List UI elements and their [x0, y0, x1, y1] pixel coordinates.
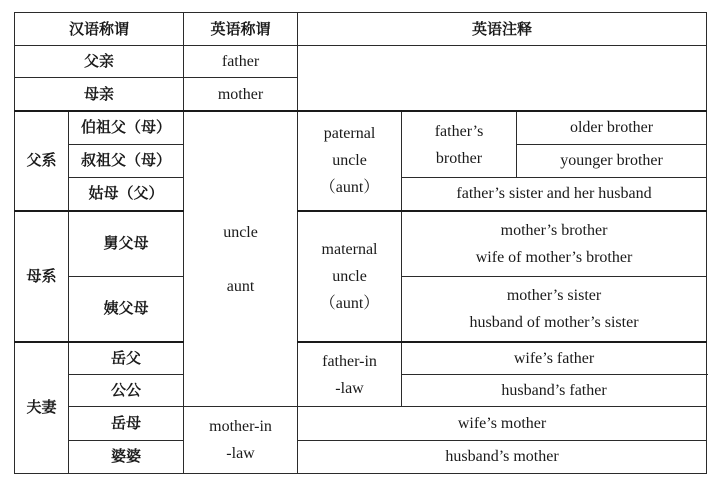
paternal-line-1: paternal	[323, 125, 376, 143]
spouse-item-2: 公公	[69, 375, 184, 407]
mothers-sister-note	[402, 276, 707, 341]
header-row	[15, 13, 707, 46]
group-maternal: 母系	[15, 211, 69, 342]
kinship-terms-table	[14, 12, 707, 474]
fathers-brother	[402, 111, 517, 177]
spouse-note-1: wife’s father	[402, 342, 707, 375]
maternal-item-2: 姨父母	[69, 276, 184, 341]
spouse-note-4: husband’s mother	[298, 440, 707, 473]
table-row	[15, 342, 707, 375]
mothers-sister-line-1: mother’s sister	[506, 286, 602, 304]
mothers-brother-note	[402, 211, 707, 276]
term-mother-en: mother	[184, 78, 298, 111]
paternal-item-1: 伯祖父（母）	[69, 111, 184, 144]
younger-brother: younger brother	[517, 144, 707, 177]
paternal-item-3: 姑母（父）	[69, 178, 184, 211]
father-in-law-term	[298, 342, 402, 407]
table-row	[15, 46, 707, 78]
spouse-item-4: 婆婆	[69, 440, 184, 473]
mothers-brother-line-1: mother’s brother	[500, 221, 608, 239]
mothers-brother-line-2: wife of mother’s brother	[475, 248, 633, 266]
spouse-note-2: husband’s father	[402, 375, 707, 407]
spouse-item-3: 岳母	[69, 407, 184, 440]
fathers-sister-note: father’s sister and her husband	[402, 178, 707, 211]
paternal-line-2: uncle	[332, 152, 367, 170]
header-english-term: 英语称谓	[184, 13, 298, 46]
maternal-line-2: uncle	[332, 267, 367, 285]
uncle-term: uncle	[223, 223, 258, 241]
table-row	[15, 407, 707, 440]
mothers-sister-line-2: husband of mother’s sister	[469, 313, 639, 331]
maternal-line-3: （aunt）	[319, 294, 380, 312]
term-father-en: father	[184, 46, 298, 78]
group-spouse: 夫妻	[15, 342, 69, 474]
paternal-uncle-aunt	[298, 111, 402, 211]
maternal-uncle-aunt	[298, 211, 402, 342]
father-in-law-line-2: -law	[335, 379, 364, 397]
header-chinese-term: 汉语称谓	[15, 13, 184, 46]
father-in-law-line-1: father-in	[322, 352, 377, 370]
fathers-brother-line-1: father’s	[434, 122, 484, 140]
spouse-item-1: 岳父	[69, 342, 184, 375]
uncle-aunt-cell	[184, 111, 298, 407]
mother-in-law-term	[184, 407, 298, 474]
fathers-brother-line-2: brother	[435, 149, 483, 167]
term-father-cn: 父亲	[15, 46, 184, 78]
paternal-item-2: 叔祖父（母）	[69, 144, 184, 177]
older-brother: older brother	[517, 111, 707, 144]
table-row	[15, 440, 707, 473]
header-english-note: 英语注释	[298, 13, 707, 46]
maternal-item-1: 舅父母	[69, 211, 184, 276]
paternal-line-3: （aunt）	[319, 179, 380, 197]
spouse-note-3: wife’s mother	[298, 407, 707, 440]
aunt-term: aunt	[226, 277, 255, 295]
table-row	[15, 211, 707, 276]
group-paternal: 父系	[15, 111, 69, 211]
mother-in-law-line-2: -law	[226, 445, 255, 463]
empty-note-cell	[298, 46, 707, 111]
mother-in-law-line-1: mother-in	[209, 418, 272, 436]
maternal-line-1: maternal	[321, 240, 378, 258]
term-mother-cn: 母亲	[15, 78, 184, 111]
table-row	[15, 111, 707, 144]
